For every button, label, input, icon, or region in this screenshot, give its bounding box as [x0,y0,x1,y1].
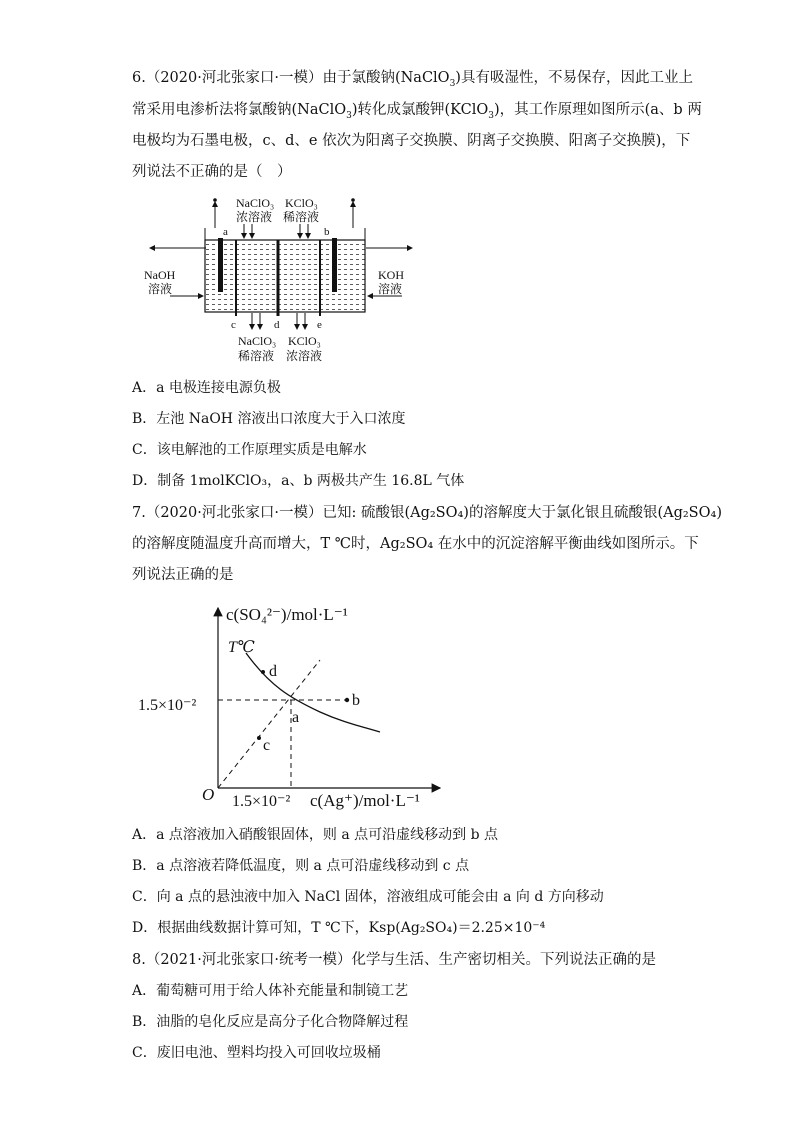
label-naclo3-bottom-1: NaClO₃ [238,334,277,348]
electrode-a [218,238,223,292]
q6-option-b: B．左池 NaOH 溶液出口浓度大于入口浓度 [132,411,406,427]
q8-option-c: C．废旧电池、塑料均投入可回收垃圾桶 [132,1045,381,1061]
q7-option-b: B．a 点溶液若降低温度，则 a 点可沿虚线移动到 c 点 [132,858,470,874]
q8-line-1: 8.（2021·河北张家口·统考一模）化学与生活、生产密切相关。下列说法正确的是 [132,952,656,968]
curve-label: T℃ [228,639,255,656]
label-kclo3-top-1: KClO₃ [285,196,318,210]
q6-option-a: A．a 电极连接电源负极 [132,380,281,396]
label-kclo3-bottom-2: 浓溶液 [286,349,323,363]
q6-option-c: C．该电解池的工作原理实质是电解水 [132,442,367,458]
x-axis-label: c(Ag⁺)/mol·L⁻¹ [310,791,420,810]
point-b-label: b [352,692,360,709]
q6-option-d: D．制备 1molKClO₃，a、b 两极共产生 16.8L 气体 [132,473,465,489]
label-naclo3-top-2: 浓溶液 [236,210,273,224]
electrode-b [332,238,337,292]
label-naclo3-bottom-2: 稀溶液 [238,349,275,363]
y-tick-label: 1.5×10⁻² [138,697,197,714]
origin-label: O [202,785,215,804]
q6-line-1: 6.（2020·河北张家口·一模）由于氯酸钠(NaClO$_3$)具有吸湿性，不易保存，因此工业上 [132,70,693,89]
q7-option-a: A．a 点溶液加入硝酸银固体，则 a 点可沿虚线移动到 b 点 [132,827,499,843]
label-kclo3-top-2: 稀溶液 [283,210,320,224]
label-koh-1: KOH [378,268,404,282]
q7-line-3: 列说法正确的是 [132,567,234,583]
q7-line-2: 的溶解度随温度升高而增大，T ℃时，Ag₂SO₄ 在水中的沉淀溶解平衡曲线如图所示。下 [132,536,699,552]
point-c [257,736,261,740]
solubility-curve-graph [130,598,450,813]
cell-body [205,240,365,312]
label-koh-2: 溶液 [378,282,403,296]
label-naoh-1: NaOH [144,268,176,282]
membrane-c-label: c [231,319,236,331]
x-tick-label: 1.5×10⁻² [232,793,291,810]
point-c-label: c [263,737,271,754]
label-naoh-2: 溶液 [148,282,173,296]
q7-option-d: D．根据曲线数据计算可知，T ℃下，Ksp(Ag₂SO₄)＝2.25×10⁻⁴ [132,920,546,936]
q8-option-b: B．油脂的皂化反应是高分子化合物降解过程 [132,1014,409,1030]
label-kclo3-bottom-1: KClO₃ [288,334,321,348]
q8-option-a: A．葡萄糖可用于给人体补充能量和制镜工艺 [132,983,409,999]
electrodialysis-diagram [140,192,420,367]
point-d [261,670,265,674]
membrane-d-label: d [274,319,280,331]
q6-line-3: 电极均为石墨电极，c、d、e 依次为阳离子交换膜、阴离子交换膜、阳离子交换膜)，下 [132,133,691,149]
point-b [345,698,349,702]
q6-line-2: 常采用电渗析法将氯酸钠(NaClO$_3$)转化成氯酸钾(KClO$_3$)，其工作原理如图所示(a、b 两 [132,102,702,121]
electrode-a-label: a [223,226,228,238]
point-a-label: a [292,709,300,726]
q7-option-c: C．向 a 点的悬浊液中加入 NaCl 固体，溶液组成可能会由 a 向 d 方向移动 [132,889,604,905]
membrane-e-label: e [317,319,322,331]
electrode-b-label: b [324,226,330,238]
q7-line-1: 7.（2020·河北张家口·一模）已知: 硫酸银(Ag₂SO₄)的溶解度大于氯化银且硫酸银(Ag₂SO₄) [132,505,722,521]
point-d-label: d [269,663,277,680]
y-axis-label: c(SO₄²⁻)/mol·L⁻¹ [226,605,348,624]
label-naclo3-top-1: NaClO₃ [236,196,275,210]
q6-line-4: 列说法不正确的是（ ） [132,164,292,180]
